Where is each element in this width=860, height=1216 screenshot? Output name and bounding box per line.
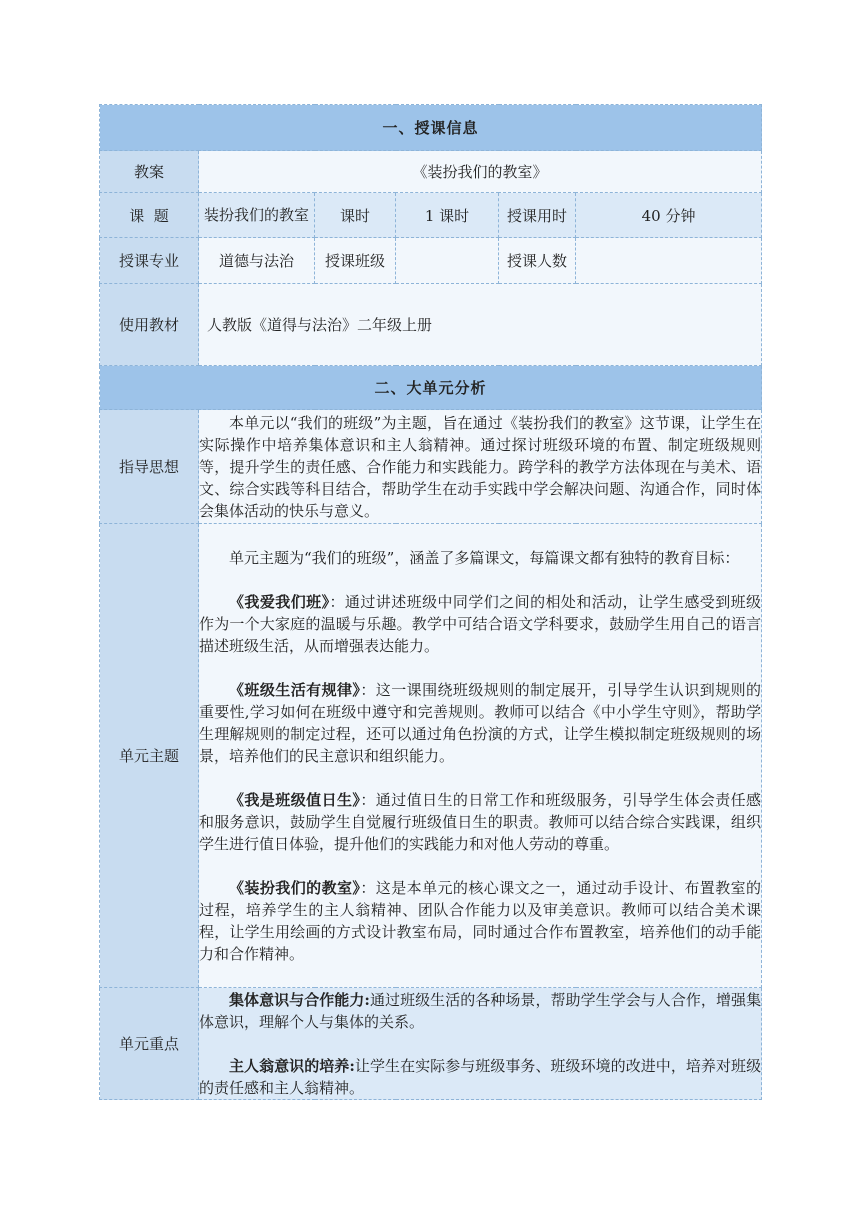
- focus-title: 主人翁意识的培养:: [229, 1056, 355, 1075]
- lesson-title: 《班级生活有规律》: [229, 680, 361, 699]
- unit-focus-row: [100, 988, 762, 1100]
- textbook-label: 使用教材: [100, 284, 199, 366]
- class-value: [396, 238, 499, 284]
- lesson-title: 《我是班级值日生》: [229, 790, 361, 809]
- lesson-plan-table: [99, 104, 762, 1100]
- focus-item: [199, 989, 761, 1033]
- textbook-row: [100, 284, 762, 366]
- section-header-row: [100, 366, 762, 410]
- lesson-text: ：通过讲述班级中同学们之间的相处和活动，让学生感受到班级作为一个大家庭的温暖与乐趣。教学中可结合语文学科要求，鼓励学生用自己的语言描述班级生活，从而增强表达能力。: [199, 592, 762, 655]
- unit-theme-item: [199, 789, 761, 855]
- count-value: [576, 238, 762, 284]
- lesson-text: ：这是本单元的核心课文之一，通过动手设计、布置教室的过程，培养学生的主人翁精神、团队合作能力以及审美意识。教师可以结合美术课程，让学生用绘画的方式设计教室布局，同时通过合作布置教室，培养他们的动手能力和合作精神。: [199, 878, 762, 963]
- unit-focus-text-cell: [199, 988, 762, 1100]
- hours-value: 1 课时: [396, 193, 499, 238]
- textbook-value: 人教版《道得与法治》二年级上册: [199, 284, 762, 366]
- guiding-text: 本单元以“我们的班级”为主题，旨在通过《装扮我们的教室》这节课，让学生在实际操作中培养集体意识和主人翁精神。通过探讨班级环境的布置、制定班级规则等，提升学生的责任感、合作能力和实践能力。跨学科的教学方法体现在与美术、语文、综合实践等科目结合，帮助学生在动手实践中学会解决问题、沟通合作，同时体会集体活动的快乐与意义。: [199, 413, 762, 520]
- guiding-label: 指导思想: [100, 410, 199, 524]
- unit-theme-intro: 单元主题为“我们的班级”，涵盖了多篇课文，每篇课文都有独特的教育目标：: [229, 548, 740, 567]
- plan-value: 《装扮我们的教室》: [199, 151, 762, 193]
- unit-theme-item: [199, 679, 761, 767]
- unit-theme-text-cell: [199, 524, 762, 988]
- focus-text: 让学生在实际参与班级事务、班级环境的改进中，培养对班级的责任感和主人翁精神。: [199, 1056, 762, 1097]
- plan-label: 教案: [100, 151, 199, 193]
- major-label: 授课专业: [100, 238, 199, 284]
- hours-label: 课时: [315, 193, 396, 238]
- unit-theme-label: 单元主题: [100, 524, 199, 988]
- unit-theme-item: [199, 591, 761, 657]
- major-row: [100, 238, 762, 284]
- class-label: 授课班级: [315, 238, 396, 284]
- plan-row: [100, 151, 762, 193]
- focus-title: 集体意识与合作能力:: [229, 990, 370, 1009]
- lesson-title: 《装扮我们的教室》: [229, 878, 361, 897]
- section-title-unit-analysis: 二、大单元分析: [100, 366, 762, 410]
- count-label: 授课人数: [499, 238, 576, 284]
- guiding-row: [100, 410, 762, 524]
- unit-focus-label: 单元重点: [100, 988, 199, 1100]
- topic-value: 装扮我们的教室: [199, 193, 315, 238]
- duration-label: 授课用时: [499, 193, 576, 238]
- lesson-text: ：这一课围绕班级规则的制定展开，引导学生认识到规则的重要性,学习如何在班级中遵守和完善规则。教师可以结合《中小学生守则》，帮助学生理解规则的制定过程，还可以通过角色扮演的方式，让学生模拟制定班级规则的场景，培养他们的民主意识和组织能力。: [199, 680, 762, 765]
- focus-text: 通过班级生活的各种场景，帮助学生学会与人合作，增强集体意识，理解个人与集体的关系。: [199, 990, 762, 1031]
- guiding-text-cell: [199, 410, 762, 524]
- duration-value: 40 分钟: [576, 193, 762, 238]
- focus-item: [199, 1055, 761, 1099]
- lesson-title: 《我爱我们班》: [229, 592, 330, 611]
- section-title-teaching-info: 一、授课信息: [100, 105, 762, 151]
- section-header-row: [100, 105, 762, 151]
- lesson-text: ：通过值日生的日常工作和班级服务，引导学生体会责任感和服务意识，鼓励学生自觉履行班级值日生的职责。教师可以结合综合实践课，组织学生进行值日体验，提升他们的实践能力和对他人劳动的尊重。: [199, 790, 762, 853]
- unit-theme-row: [100, 524, 762, 988]
- topic-label: 课 题: [100, 193, 199, 238]
- topic-row: [100, 193, 762, 238]
- major-value: 道德与法治: [199, 238, 315, 284]
- unit-theme-item: [199, 877, 761, 965]
